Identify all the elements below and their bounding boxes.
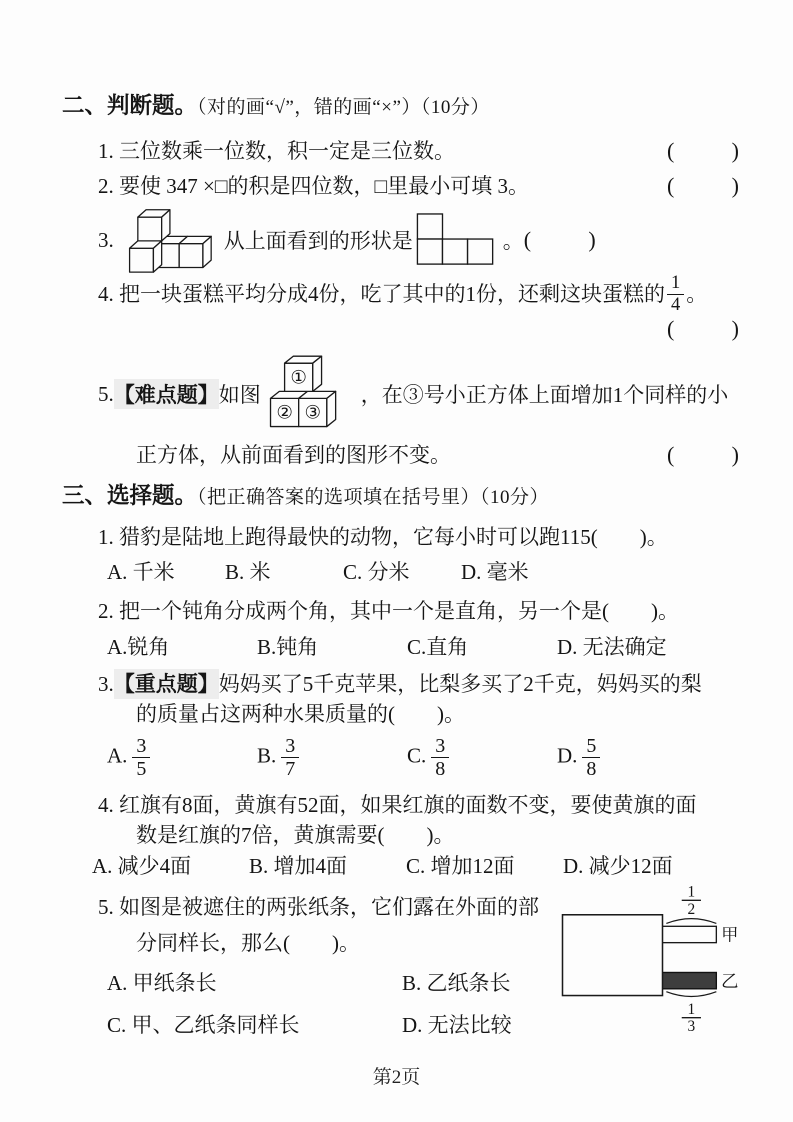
- judgment-q5-line2-text: 正方体，从前面看到的图形不变。: [136, 443, 451, 467]
- choice-q3-options: [62, 729, 739, 790]
- page-footer: [0, 1062, 793, 1089]
- fraction-5-8: [582, 735, 600, 780]
- page-content: [62, 88, 739, 1052]
- answer-bracket: [667, 314, 739, 344]
- bracket-open: (: [667, 173, 675, 198]
- judgment-section-heading: [62, 88, 739, 120]
- answer-bracket: [667, 136, 739, 166]
- choice-q5-stem: 5. 如图是被遮住的两张纸条，它们露在外面的部: [98, 895, 539, 919]
- judgment-q3: [62, 206, 739, 274]
- choice-q3-stem-cont: 的质量占这两种水果质量的( )。: [136, 702, 465, 726]
- cube-label-3: ③: [304, 402, 321, 423]
- fraction-3-8: [431, 735, 449, 780]
- judgment-q3-number: 3.: [98, 227, 114, 252]
- option-c: C.直角: [407, 635, 469, 659]
- judgment-q4-bracket-row: [62, 314, 739, 344]
- judgment-q4: [62, 274, 739, 314]
- bracket-open: (: [667, 442, 675, 467]
- numbered-cubes-figure: [267, 351, 355, 437]
- choice-q2-text: [62, 596, 739, 626]
- choice-q3-stem: 妈妈买了5千克苹果，比梨多买了2千克，妈妈买的梨: [218, 672, 702, 696]
- choice-q1-stem: 1. 猎豹是陆地上跑得最快的动物，它每小时可以跑115( )。: [98, 525, 668, 549]
- judgment-q4-text: 4. 把一块蛋糕平均分成4份，吃了其中的1份，还剩这块蛋糕的: [98, 282, 665, 306]
- choice-q3-number: 3.: [98, 672, 114, 696]
- judgment-q1-text: 1. 三位数乘一位数，积一定是三位数。: [98, 139, 455, 163]
- section2-title: 二、判断题。: [62, 93, 198, 118]
- bracket-close: ): [731, 138, 739, 163]
- option-d: D. 无法确定: [557, 635, 667, 659]
- choice-q3-line1: [62, 669, 739, 699]
- judgment-q5-number: 5.: [98, 381, 114, 406]
- option-a: A. 千米: [107, 560, 175, 584]
- choice-q5-stem-cont: 分同样长，那么( )。: [136, 931, 360, 955]
- paper-strips-figure: [557, 884, 743, 1034]
- cover-rectangle: [563, 915, 663, 996]
- choice-q5: [62, 884, 739, 1040]
- fraction-numerator: 1: [671, 273, 681, 294]
- fraction-numerator: 3: [285, 735, 296, 757]
- option-a: A. 减少4面: [92, 854, 192, 878]
- judgment-q5-line2: [62, 440, 739, 470]
- judgment-q3-mid-text: 从上面看到的形状是: [223, 229, 413, 253]
- choice-q2-stem: 2. 把一个钝角分成两个角，其中一个是直角，另一个是( )。: [98, 599, 679, 623]
- choice-section-heading: [62, 478, 739, 510]
- option-b: B. 米: [225, 560, 271, 584]
- fraction-denominator: 8: [582, 757, 600, 780]
- judgment-q2-text: 2. 要使 347 ×□的积是四位数，□里最小可填 3。: [98, 174, 529, 198]
- label-yi: 乙: [721, 971, 739, 991]
- top-view-shape-figure: [415, 213, 497, 267]
- fraction-denominator: 7: [281, 757, 299, 780]
- cube-label-1: ①: [290, 367, 307, 388]
- choice-q4-stem: 4. 红旗有8面，黄旗有52面，如果红旗的面数不变，要使黄旗的面: [98, 793, 697, 817]
- judgment-q3-period: 。: [502, 229, 524, 253]
- option-c: [407, 735, 557, 780]
- bracket-open: (: [523, 227, 532, 252]
- choice-q2-options: [62, 631, 739, 663]
- difficult-question-tag: 【难点题】: [114, 379, 219, 409]
- option-d: D. 毫米: [461, 560, 529, 584]
- choice-q3-line2: [62, 699, 739, 729]
- answer-bracket: [667, 171, 739, 201]
- top-fraction-denominator: 2: [687, 900, 696, 918]
- bottom-fraction-denominator: 3: [687, 1018, 696, 1034]
- bracket-open: (: [667, 316, 675, 341]
- option-c: C. 增加12面: [406, 854, 515, 878]
- bottom-fraction-numerator: 1: [687, 1000, 696, 1018]
- choice-q4-line2: [62, 820, 739, 850]
- option-b: B. 乙纸条长: [402, 971, 511, 995]
- cube-label-2: ②: [276, 402, 293, 423]
- choice-q4-stem-cont: 数是红旗的7倍，黄旗需要( )。: [136, 823, 455, 847]
- option-b: B. 增加4面: [249, 854, 348, 878]
- fraction-numerator: 5: [586, 735, 597, 757]
- page-number: 第2页: [372, 1067, 421, 1088]
- option-label: A.: [107, 743, 128, 768]
- option-d: D. 减少12面: [563, 854, 673, 878]
- bottom-brace: [666, 992, 716, 997]
- option-b: B.钝角: [257, 635, 319, 659]
- bracket-close: ): [731, 316, 739, 341]
- fraction-numerator: 3: [435, 735, 446, 757]
- choice-q4-options: [62, 850, 739, 882]
- judgment-q5-line1: [62, 348, 739, 440]
- fraction-denominator: 4: [667, 294, 684, 315]
- judgment-q2: [62, 171, 739, 201]
- option-d: D. 无法比较: [402, 1013, 512, 1037]
- fraction-denominator: 5: [132, 757, 150, 780]
- bracket-close: ): [588, 227, 596, 252]
- choice-q1-text: [62, 522, 739, 552]
- section2-note: （对的画“√”，错的画“×”）（10分）: [197, 97, 490, 118]
- top-fraction-numerator: 1: [687, 884, 696, 901]
- option-c: C. 甲、乙纸条同样长: [107, 1013, 300, 1037]
- option-b: [257, 735, 407, 780]
- option-label: D.: [557, 743, 578, 768]
- fraction-3-7: [281, 735, 299, 780]
- judgment-q1: [62, 136, 739, 166]
- fraction-3-5: [132, 735, 150, 780]
- section3-note: （把正确答案的选项填在括号里）（10分）: [197, 487, 550, 508]
- answer-bracket: [667, 440, 739, 470]
- section3-title: 三、选择题。: [62, 483, 198, 508]
- bracket-close: ): [731, 442, 739, 467]
- option-a: A. 甲纸条长: [107, 971, 217, 995]
- option-label: C.: [407, 743, 427, 768]
- fraction-one-fourth: [667, 273, 684, 315]
- option-c: C. 分米: [343, 560, 410, 584]
- bracket-close: ): [731, 173, 739, 198]
- option-a: A.锐角: [107, 635, 170, 659]
- choice-q4-line1: [62, 790, 739, 820]
- option-a: [107, 735, 257, 780]
- judgment-q5-pre: 如图: [218, 383, 261, 407]
- cubes-3d-figure: [120, 207, 218, 273]
- judgment-q4-period: 。: [686, 282, 708, 306]
- fraction-numerator: 3: [136, 735, 147, 757]
- option-label: B.: [257, 743, 277, 768]
- bracket-open: (: [667, 138, 675, 163]
- key-question-tag: 【重点题】: [114, 669, 219, 699]
- label-jia: 甲: [721, 925, 739, 945]
- top-brace: [666, 919, 716, 924]
- option-d: [557, 735, 602, 780]
- choice-q1-options: [62, 556, 739, 588]
- fraction-denominator: 8: [431, 757, 449, 780]
- answer-bracket: [524, 227, 596, 253]
- judgment-q5-post: ，在③号小正方体上面增加1个同样的小: [360, 383, 729, 407]
